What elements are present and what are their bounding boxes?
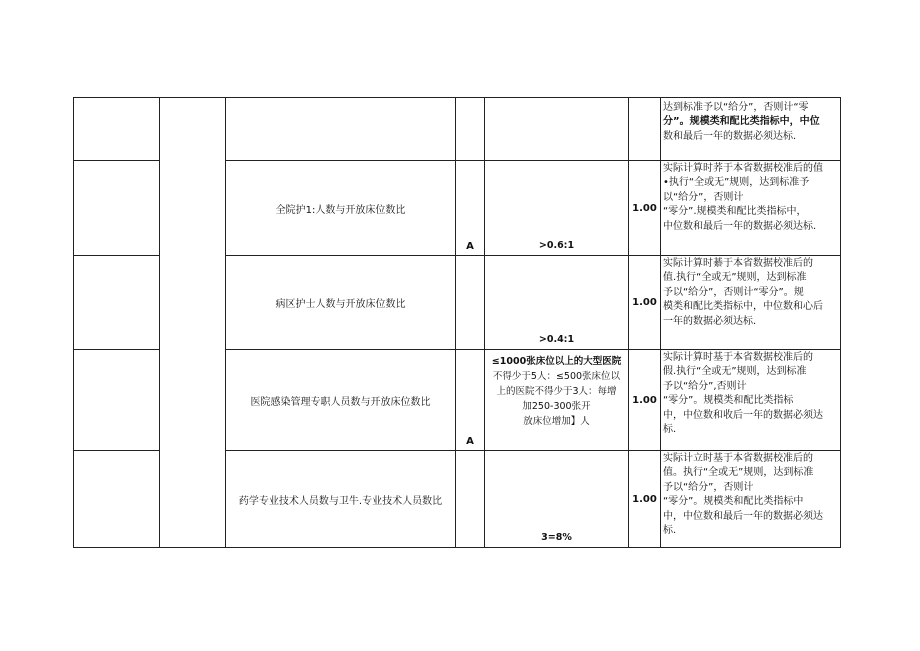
col-divider — [159, 97, 160, 548]
note-line: “零分”。规模类和配比类指标中 — [663, 496, 804, 508]
note-cell — [661, 161, 841, 255]
note-line: “零分”.规模类和配比类指标中， — [663, 206, 807, 218]
note-line: “零分”。规模类和配比类指标 — [663, 395, 794, 407]
note-cell — [661, 451, 841, 547]
standard-line: 加250-300张开 — [522, 401, 591, 412]
note-line: 实际计算时綦于本省数据校准后的 — [663, 258, 813, 269]
standard-value — [485, 350, 628, 450]
note-line: 一年的数据必须达标. — [663, 315, 757, 327]
standard-value: >0.4:1 — [538, 334, 575, 345]
note-cell — [661, 256, 841, 349]
note-line: 实际计算时基于本省数据校准后的 — [663, 352, 813, 363]
standard-value: 3=8% — [541, 532, 572, 543]
note-line: 标. — [663, 525, 677, 537]
grade-label: A — [466, 436, 474, 447]
note-line: 以“给分”，否则计 — [663, 191, 744, 203]
standard-line: 放床位增加】人 — [523, 416, 590, 427]
row-divider — [73, 450, 159, 451]
note-cell — [661, 350, 841, 450]
row-divider — [73, 349, 159, 350]
note-line: 假.执行“全或无”规则，达到标准 — [663, 366, 807, 378]
note-line: 标. — [663, 424, 677, 436]
note-line: 予以“给分”,否则计 — [663, 380, 747, 392]
standard-line: 上的医院不得少于3人：每增 — [496, 386, 617, 397]
note-line: 分”。规模类和配比类指标中，中位 — [663, 116, 820, 128]
note-line: 值。执行“全或无”规则，达到标准 — [663, 467, 814, 479]
note-line: 实际计算时荞于本省数据校准后的值 — [663, 163, 823, 174]
indicator-name: 医院感染管理专职人员数与开放床位数比 — [250, 396, 431, 408]
note-line: 中位数和最后一年的数据必须达标. — [663, 220, 817, 232]
note-line: 模类和配比类指标中，中位数和心后 — [663, 301, 823, 313]
table-border-top — [73, 97, 841, 98]
row-divider — [73, 255, 159, 256]
standard-value: >0.6:1 — [538, 240, 575, 251]
note-line: 实际计立时基于本省数据校准后的 — [663, 453, 813, 464]
score-value: 1.00 — [632, 297, 657, 308]
note-line: 予以“给分”，否则计“零分”。规 — [663, 286, 804, 298]
note-line: 值.执行“全或无”规则，达到标准 — [663, 272, 807, 284]
note-cell — [661, 100, 841, 160]
note-line: 数和最后一年的数据必须达标. — [663, 130, 797, 142]
indicator-name: 病区护士人数与开放床位数比 — [275, 299, 406, 310]
indicator-name: 全院护1:人数与开放床位数比 — [275, 204, 406, 216]
table-border-bottom — [73, 547, 841, 548]
standard-line: ≤1000张床位以上的大型医院 — [491, 356, 622, 367]
indicator-name: 药学专业技术人员数与卫牛.专业技术人员数比 — [238, 495, 443, 507]
note-line: 中，中位数和收后一年的数据必须达 — [663, 409, 823, 421]
score-value: 1.00 — [632, 493, 657, 505]
note-line: 中，中位数和最后一年的数据必须达 — [663, 510, 823, 522]
standard-line: 不得少于5人：≤500张床位以 — [492, 371, 621, 382]
note-line: 予以“给分”，否则计 — [663, 481, 754, 493]
indicator-table — [73, 97, 841, 548]
note-line: 达到标准予以“给分”，否则计“零 — [663, 102, 809, 113]
col-divider — [73, 97, 74, 548]
grade-label: A — [466, 241, 474, 252]
score-value: 1.00 — [632, 202, 657, 214]
row-divider — [73, 160, 159, 161]
note-line: •执行“全或无”规则，达到标准予 — [663, 177, 810, 189]
score-value: 1.00 — [632, 394, 657, 406]
